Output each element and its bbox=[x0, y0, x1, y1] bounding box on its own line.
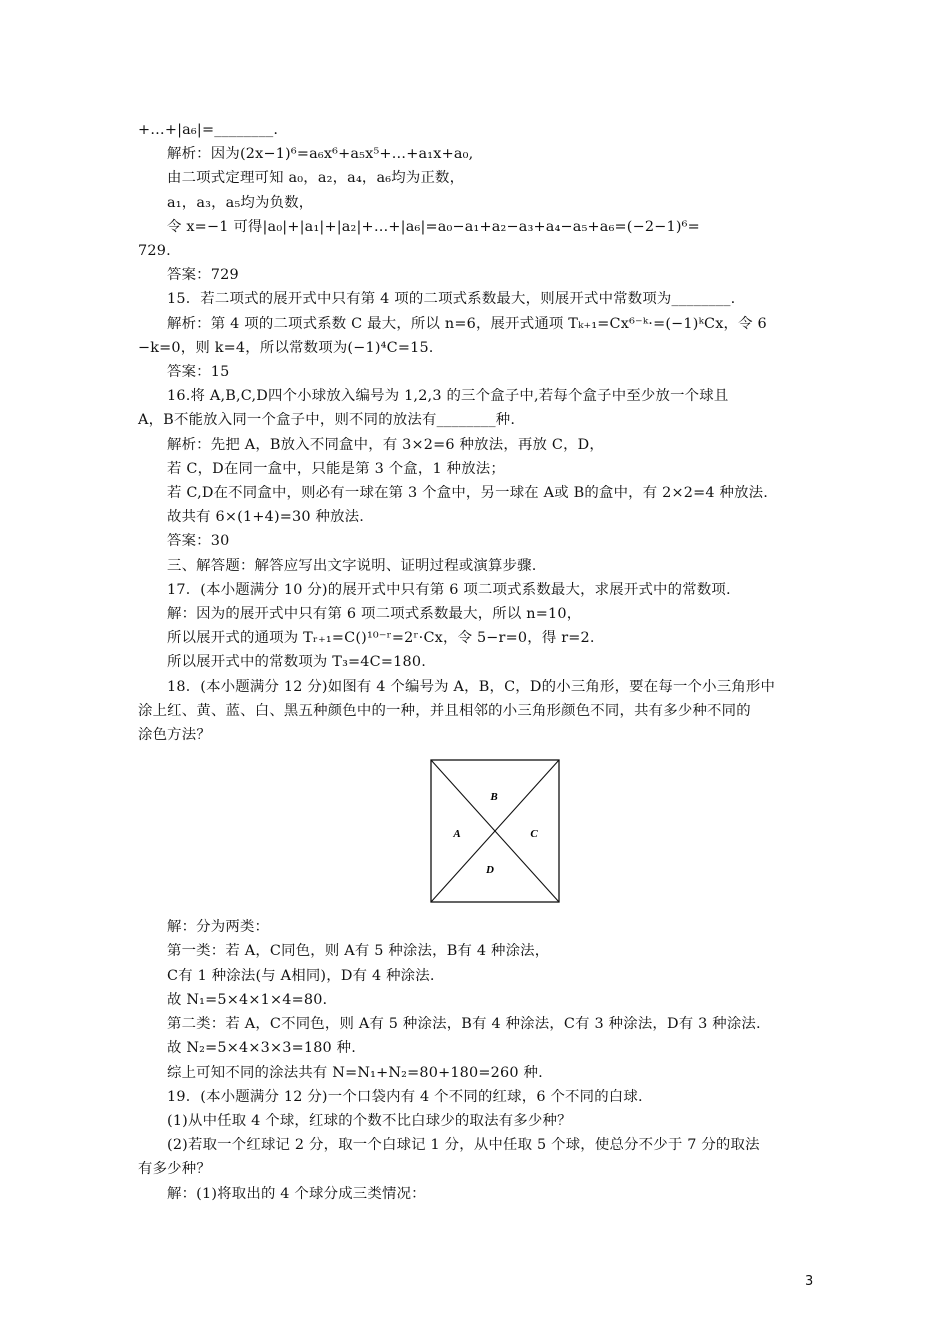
square-diagram bbox=[430, 759, 560, 903]
text-line: (2)若取一个红球记 2 分，取一个白球记 1 分，从中任取 5 个球，使总分不少于 7 分的取法 bbox=[167, 1137, 760, 1154]
text-line: 解析：先把 A，B放入不同盒中，有 3×2=6 种放法，再放 C，D， bbox=[167, 436, 604, 453]
text-line: 17．(本小题满分 10 分)的展开式中只有第 6 项二项式系数最大，求展开式中的常数项. bbox=[167, 581, 731, 598]
triangle-label-a: A bbox=[453, 828, 461, 841]
text-line: 解：因为的展开式中只有第 6 项二项式系数最大，所以 n=10， bbox=[167, 606, 582, 623]
text-line: 故 N₁=5×4×1×4=80. bbox=[167, 991, 328, 1008]
text-line: 第二类：若 A，C不同色，则 A有 5 种涂法，B有 4 种涂法，C有 3 种涂法，D有 3 种涂法. bbox=[167, 1016, 761, 1033]
text-line: 故 N₂=5×4×3×3=180 种. bbox=[167, 1040, 357, 1057]
text-line: 若 C，D在同一盒中，只能是第 3 个盒，1 种放法； bbox=[167, 460, 505, 477]
text-line: 18．(本小题满分 12 分)如图有 4 个编号为 A，B，C，D的小三角形，要在每一个小三角形中 bbox=[167, 678, 776, 695]
text-line: 19．(本小题满分 12 分)一个口袋内有 4 个不同的红球，6 个不同的白球. bbox=[167, 1088, 643, 1105]
text-line: 第一类：若 A，C同色，则 A有 5 种涂法，B有 4 种涂法， bbox=[167, 943, 550, 960]
text-line: 涂上红、黄、蓝、白、黑五种颜色中的一种，并且相邻的小三角形颜色不同，共有多少种不同的 bbox=[138, 702, 751, 719]
text-line: 综上可知不同的涂法共有 N=N₁+N₂=80+180=260 种. bbox=[167, 1064, 543, 1081]
text-block-after-figure bbox=[138, 915, 828, 1205]
text-line: A，B不能放入同一个盒子中，则不同的放法有________种. bbox=[138, 412, 516, 429]
text-line: 答案：30 bbox=[167, 533, 230, 550]
text-line: 三、解答题：解答应写出文字说明、证明过程或演算步骤. bbox=[167, 557, 537, 574]
document-body bbox=[138, 118, 828, 1206]
text-line: 解析：因为(2x−1)⁶=a₆x⁶+a₅x⁵+…+a₁x+a₀, bbox=[167, 146, 474, 163]
text-line: (1)从中任取 4 个球，红球的个数不比白球少的取法有多少种？ bbox=[167, 1112, 572, 1129]
text-line: a₁，a₃，a₅均为负数， bbox=[167, 194, 314, 211]
text-line: 涂色方法？ bbox=[138, 727, 211, 744]
text-line: +…+|a₆|=________. bbox=[138, 122, 279, 138]
text-line: 答案：729 bbox=[167, 267, 239, 284]
text-block-before-figure bbox=[138, 118, 828, 747]
text-line: 故共有 6×(1+4)=30 种放法. bbox=[167, 509, 365, 526]
text-line: 所以展开式中的常数项为 T₃=4C=180. bbox=[167, 654, 426, 671]
triangle-label-b: B bbox=[490, 791, 498, 804]
page-number: 3 bbox=[805, 1274, 814, 1289]
text-line: 有多少种？ bbox=[138, 1161, 211, 1178]
text-line: 15．若二项式的展开式中只有第 4 项的二项式系数最大，则展开式中常数项为________. bbox=[167, 291, 736, 308]
text-line: −k=0，则 k=4，所以常数项为(−1)⁴C=15. bbox=[138, 339, 434, 356]
text-line: 729. bbox=[138, 243, 171, 260]
figure-container bbox=[138, 747, 828, 915]
text-line: 若 C,D在不同盒中，则必有一球在第 3 个盒中，另一球在 A或 B的盒中，有 2×2=4 种放法. bbox=[167, 485, 769, 502]
text-line: 由二项式定理可知 a₀，a₂，a₄，a₆均为正数， bbox=[167, 170, 465, 187]
triangle-label-d: D bbox=[486, 864, 494, 877]
text-line: C有 1 种涂法(与 A相同)，D有 4 种涂法. bbox=[167, 967, 435, 984]
text-line: 解析：第 4 项的二项式系数 C 最大，所以 n=6，展开式通项 Tₖ₊₁=Cx⁶⁻ᵏ·=(−1)ᵏCx，令 6 bbox=[167, 315, 767, 332]
triangle-label-c: C bbox=[530, 828, 538, 841]
text-line: 解：(1)将取出的 4 个球分成三类情况： bbox=[167, 1185, 426, 1202]
text-line: 16.将 A,B,C,D四个小球放入编号为 1,2,3 的三个盒子中,若每个盒子中至少放一个球且 bbox=[167, 388, 729, 405]
text-line: 所以展开式的通项为 Tᵣ₊₁=C()¹⁰⁻ʳ=2ʳ·Cx，令 5−r=0，得 r=2. bbox=[167, 630, 595, 647]
text-line: 解：分为两类： bbox=[167, 919, 270, 936]
text-line: 令 x=−1 可得|a₀|+|a₁|+|a₂|+…+|a₆|=a₀−a₁+a₂−a₃+a₄−a₅+a₆=(−2−1)⁶= bbox=[167, 218, 700, 235]
text-line: 答案：15 bbox=[167, 364, 230, 381]
